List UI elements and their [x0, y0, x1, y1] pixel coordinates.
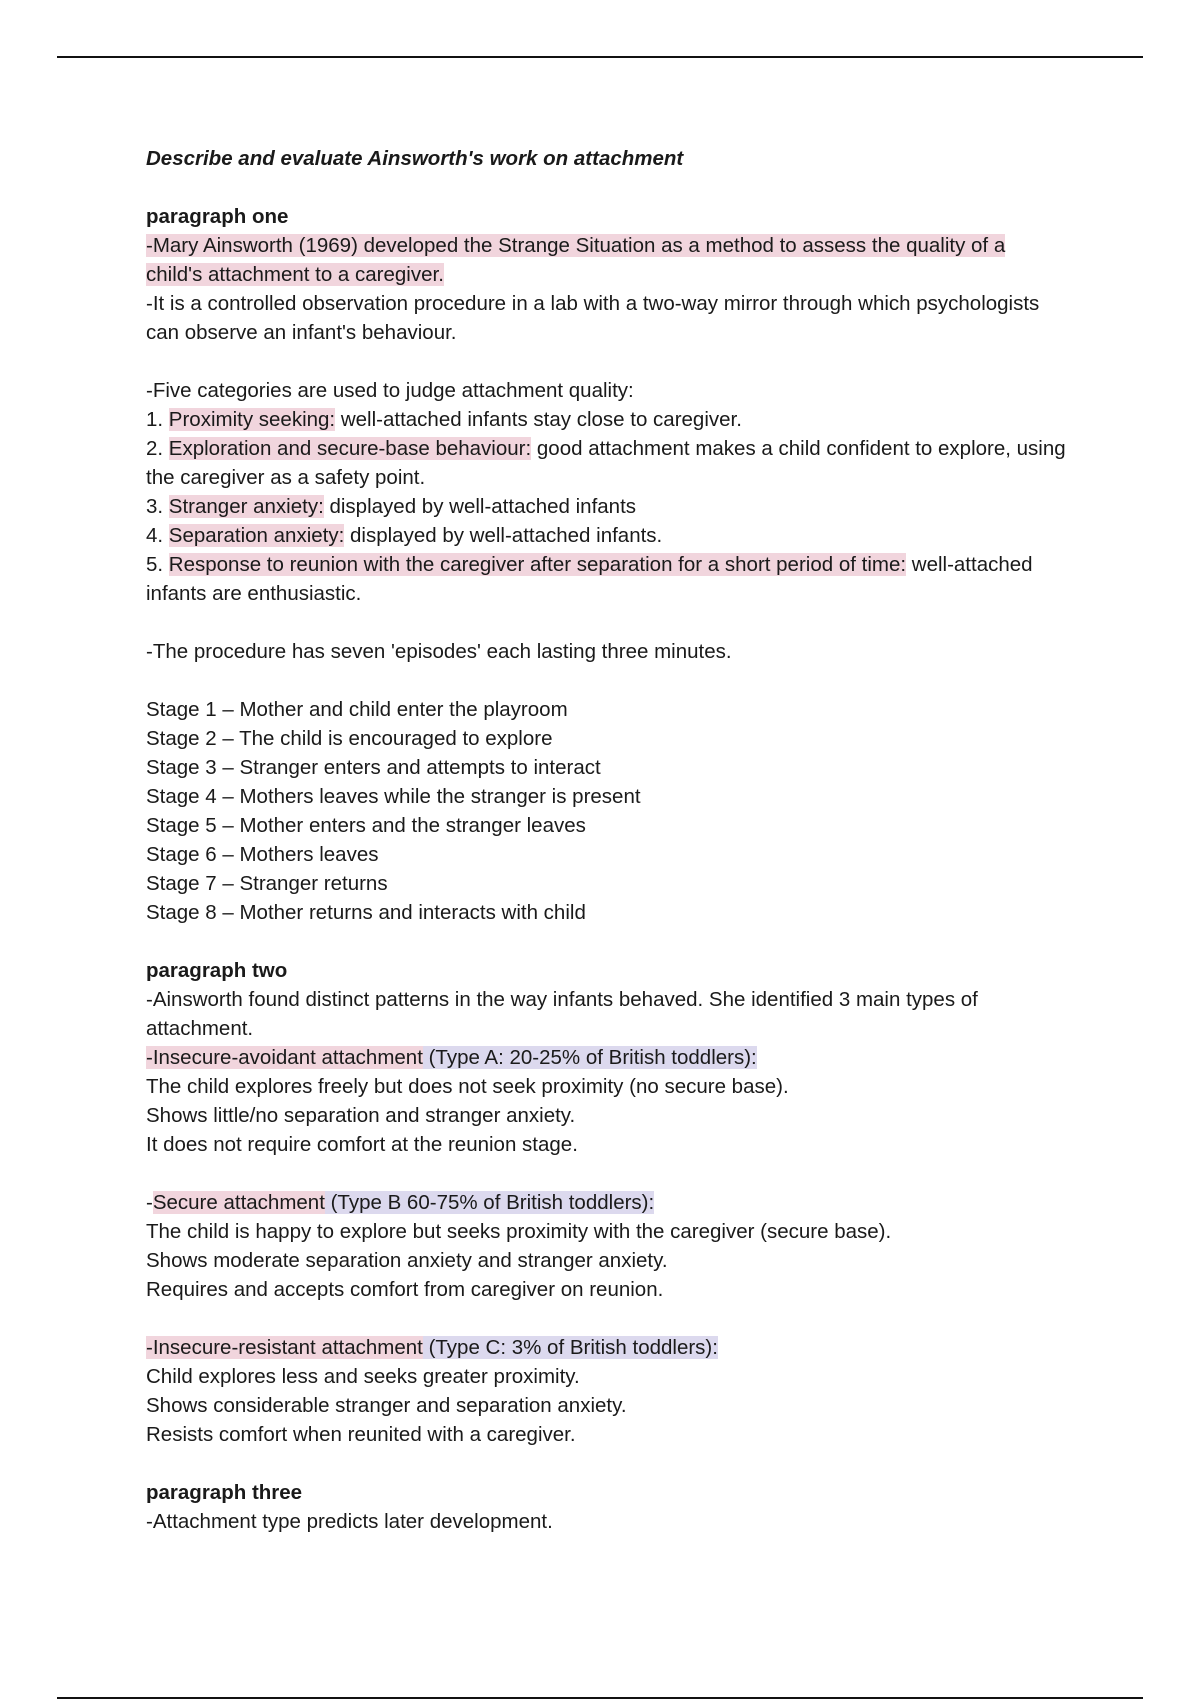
paragraph-two-intro: -Ainsworth found distinct patterns in the way infants behaved. She identified 3 main types of attachment. [146, 988, 978, 1040]
stage-item: Stage 5 – Mother enters and the stranger leaves [146, 814, 586, 837]
category-label: Stranger anxiety: [168, 495, 324, 518]
paragraph-one-heading: paragraph one [146, 205, 289, 228]
bottom-rule [57, 1697, 1143, 1699]
episodes-line: -The procedure has seven 'episodes' each lasting three minutes. [146, 640, 732, 663]
type-line: The child is happy to explore but seeks proximity with the caregiver (secure base). [146, 1220, 892, 1243]
type-detail: (Type C: 3% of British toddlers): [422, 1336, 718, 1359]
paragraph-two-heading: paragraph two [146, 959, 288, 982]
type-line: Resists comfort when reunited with a caregiver. [146, 1423, 576, 1446]
category-label: Exploration and secure-base behaviour: [168, 437, 532, 460]
stage-item: Stage 4 – Mothers leaves while the stranger is present [146, 785, 641, 808]
type-line: Child explores less and seeks greater proximity. [146, 1365, 580, 1388]
document-body [146, 144, 1066, 1536]
top-rule [57, 56, 1143, 58]
paragraph-three-line: -Attachment type predicts later development. [146, 1510, 553, 1533]
stage-item: Stage 2 – The child is encouraged to explore [146, 727, 553, 750]
type-line: Shows moderate separation anxiety and stranger anxiety. [146, 1249, 668, 1272]
type-name: Insecure-resistant attachment [152, 1336, 423, 1359]
category-item: 2. Exploration and secure-base behaviour: good attachment makes a child confident to explore, using the caregiver as a safety point. [146, 437, 1066, 489]
type-line: Requires and accepts comfort from caregiver on reunion. [146, 1278, 664, 1301]
type-heading: -Insecure-resistant attachment (Type C: 3% of British toddlers): [146, 1336, 718, 1359]
document-title: Describe and evaluate Ainsworth's work on attachment [146, 147, 684, 170]
type-name: Secure attachment [152, 1191, 325, 1214]
category-label: Proximity seeking: [168, 408, 336, 431]
stage-item: Stage 6 – Mothers leaves [146, 843, 379, 866]
stage-item: Stage 3 – Stranger enters and attempts to interact [146, 756, 601, 779]
category-label: Separation anxiety: [168, 524, 345, 547]
type-detail: (Type B 60-75% of British toddlers): [324, 1191, 655, 1214]
stage-item: Stage 8 – Mother returns and interacts with child [146, 901, 586, 924]
intro-highlight: -Mary Ainsworth (1969) developed the Strange Situation as a method to assess the quality of a child's attachment to a caregiver. [146, 234, 1006, 286]
categories-intro: -Five categories are used to judge attachment quality: [146, 379, 634, 402]
type-detail: (Type A: 20-25% of British toddlers): [422, 1046, 757, 1069]
stage-item: Stage 7 – Stranger returns [146, 872, 388, 895]
category-label: Response to reunion with the caregiver after separation for a short period of time: [168, 553, 907, 576]
category-item: 1. Proximity seeking: well-attached infants stay close to caregiver. [146, 408, 742, 431]
type-heading: -Secure attachment (Type B 60-75% of British toddlers): [146, 1191, 655, 1214]
category-item: 4. Separation anxiety: displayed by well-attached infants. [146, 524, 663, 547]
category-item: 5. Response to reunion with the caregiver after separation for a short period of time: well-attached infants are enthusiastic. [146, 553, 1033, 605]
type-line: The child explores freely but does not seek proximity (no secure base). [146, 1075, 789, 1098]
paragraph-three-heading: paragraph three [146, 1481, 303, 1504]
procedure-description: -It is a controlled observation procedure in a lab with a two-way mirror through which psychologists can observe an infant's behaviour. [146, 292, 1040, 344]
type-heading: -Insecure-avoidant attachment (Type A: 20-25% of British toddlers): [146, 1046, 757, 1069]
type-line: It does not require comfort at the reunion stage. [146, 1133, 578, 1156]
type-name: Insecure-avoidant attachment [152, 1046, 423, 1069]
stage-item: Stage 1 – Mother and child enter the playroom [146, 698, 568, 721]
type-line: Shows considerable stranger and separation anxiety. [146, 1394, 627, 1417]
category-item: 3. Stranger anxiety: displayed by well-attached infants [146, 495, 637, 518]
type-line: Shows little/no separation and stranger anxiety. [146, 1104, 576, 1127]
intro-line [146, 231, 1066, 289]
